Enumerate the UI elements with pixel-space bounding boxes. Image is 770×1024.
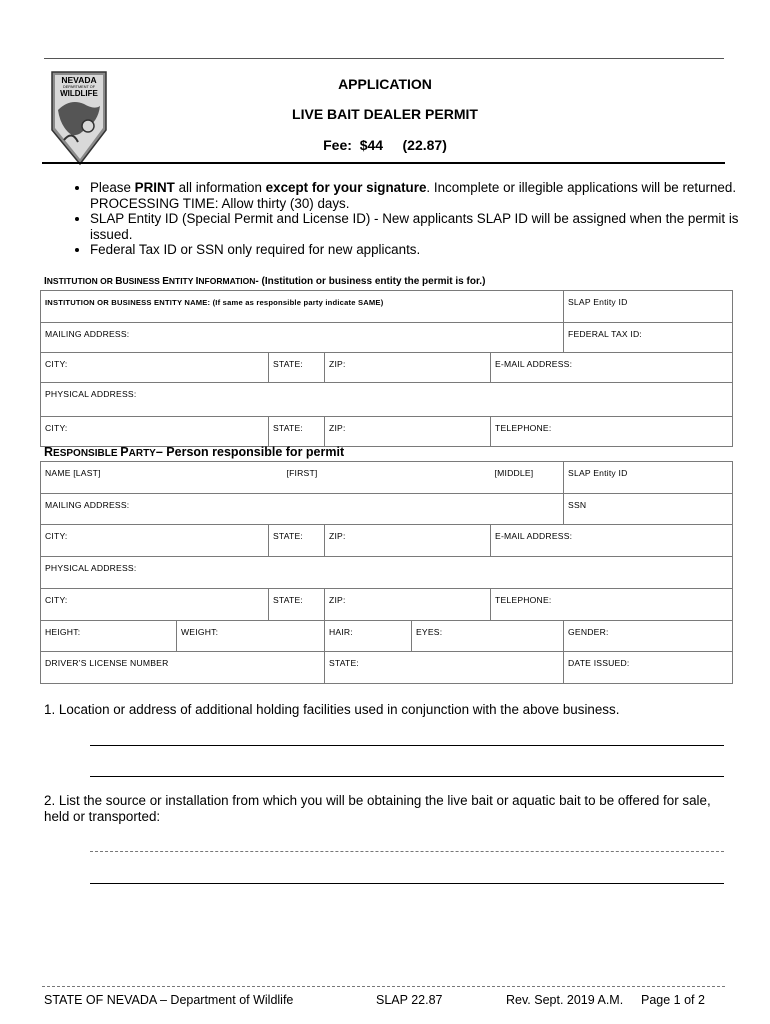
instruction-item: [90, 180, 762, 211]
state-label: STATE:: [329, 658, 360, 668]
responsible-city-field[interactable]: [41, 525, 269, 557]
header-rule: [42, 162, 725, 164]
gender-field[interactable]: [564, 621, 733, 652]
institution-physical-field[interactable]: [41, 383, 733, 417]
responsible-section-heading: [44, 445, 344, 459]
city-label: CITY:: [45, 423, 68, 433]
heading-letter: E: [162, 276, 169, 287]
heading-letter: B: [115, 276, 123, 287]
heading-note: – Person responsible for permit: [155, 445, 345, 459]
responsible-email-field[interactable]: [491, 525, 733, 557]
heading-smallcaps: NFORMATION: [198, 276, 256, 286]
heading-smallcaps: ARTY: [128, 448, 156, 459]
institution-state2-field[interactable]: [269, 417, 325, 447]
instruction-text: all information: [174, 180, 266, 195]
heading-letter: I: [44, 276, 47, 287]
logo-text-nevada: NEVADA: [61, 75, 97, 85]
eyes-field[interactable]: [412, 621, 564, 652]
slap-id-label: SLAP Entity ID: [568, 468, 628, 478]
business-name-field[interactable]: [41, 291, 564, 323]
footer-form-number: SLAP 22.87: [376, 993, 443, 1007]
mailing-address-label: MAILING ADDRESS:: [45, 329, 130, 339]
telephone-label: TELEPHONE:: [495, 423, 552, 433]
last-name-field[interactable]: [41, 462, 269, 494]
heading-smallcaps: NSTITUTION OR: [46, 276, 116, 286]
state-label: STATE:: [273, 359, 304, 369]
last-name-label: NAME [LAST]: [45, 468, 101, 478]
answer-line-2b[interactable]: [90, 883, 724, 884]
physical-address-label: PHYSICAL ADDRESS:: [45, 563, 137, 573]
license-state-field[interactable]: [325, 652, 564, 684]
answer-line-1b[interactable]: [90, 776, 724, 777]
drivers-license-label: DRIVER’S LICENSE NUMBER: [45, 658, 169, 668]
instruction-text: . Incomplete or illegible applications will be returned. PROCESSING TIME: Allow thirty (30) days.: [90, 180, 737, 211]
institution-zip-field[interactable]: [325, 353, 491, 383]
instruction-emphasis: PRINT: [134, 180, 175, 195]
federal-tax-id-label: FEDERAL TAX ID:: [568, 329, 642, 339]
logo-text-dept: DEPARTMENT OF: [62, 85, 96, 89]
institution-mailing-field[interactable]: [41, 323, 564, 353]
responsible-state2-field[interactable]: [269, 589, 325, 621]
zip-label: ZIP:: [329, 423, 346, 433]
responsible-telephone-field[interactable]: [491, 589, 733, 621]
weight-field[interactable]: [177, 621, 325, 652]
top-rule: [44, 58, 724, 59]
telephone-label: TELEPHONE:: [495, 595, 552, 605]
responsible-city2-field[interactable]: [41, 589, 269, 621]
footer-page-number: Page 1 of 2: [641, 993, 705, 1007]
responsible-zip2-field[interactable]: [325, 589, 491, 621]
slap-id-label: SLAP Entity ID: [568, 297, 628, 307]
institution-zip2-field[interactable]: [325, 417, 491, 447]
zip-label: ZIP:: [329, 595, 346, 605]
heading-smallcaps: NTITY: [168, 276, 196, 286]
first-name-field[interactable]: [269, 462, 491, 494]
weight-label: WEIGHT:: [181, 627, 219, 637]
answer-line-2a[interactable]: [90, 851, 724, 852]
zip-label: ZIP:: [329, 531, 346, 541]
state-label: STATE:: [273, 595, 304, 605]
instruction-item: • Federal Tax ID or SSN only required for new applicants.: [90, 242, 762, 258]
responsible-mailing-field[interactable]: [41, 494, 564, 525]
institution-section-heading: [44, 276, 485, 287]
heading-smallcaps: ESPONSIBLE: [53, 448, 121, 459]
height-label: HEIGHT:: [45, 627, 81, 637]
heading-note: - (Institution or business entity the permit is for.): [255, 276, 486, 287]
institution-email-field[interactable]: [491, 353, 733, 383]
federal-tax-id-field[interactable]: [564, 323, 733, 353]
institution-slap-field[interactable]: [564, 291, 733, 323]
city-label: CITY:: [45, 531, 68, 541]
instruction-emphasis: except for your signature: [265, 180, 427, 195]
ssn-label: SSN: [568, 500, 587, 510]
logo-text-wildlife: WILDLIFE: [60, 89, 98, 98]
form-title: APPLICATION: [338, 76, 432, 92]
hair-field[interactable]: [325, 621, 412, 652]
height-field[interactable]: [41, 621, 177, 652]
responsible-physical-field[interactable]: [41, 557, 733, 589]
city-label: CITY:: [45, 359, 68, 369]
institution-telephone-field[interactable]: [491, 417, 733, 447]
first-name-label: [FIRST]: [286, 468, 318, 478]
ssn-field[interactable]: [564, 494, 733, 525]
instruction-text: Please: [90, 180, 135, 195]
heading-letter: P: [120, 445, 129, 459]
city-label: CITY:: [45, 595, 68, 605]
institution-city-field[interactable]: [41, 353, 269, 383]
date-issued-field[interactable]: [564, 652, 733, 684]
responsible-state-field[interactable]: [269, 525, 325, 557]
question-1: 1. Location or address of additional holding facilities used in conjunction with the above business.: [44, 702, 620, 717]
email-label: E-MAIL ADDRESS:: [495, 359, 573, 369]
form-subtitle: LIVE BAIT DEALER PERMIT: [292, 106, 478, 122]
instruction-list: [44, 180, 762, 258]
state-label: STATE:: [273, 423, 304, 433]
footer-rule: [42, 986, 725, 987]
responsible-table: [40, 461, 733, 684]
footer-agency: STATE OF NEVADA – Department of Wildlife: [44, 993, 294, 1007]
zip-label: ZIP:: [329, 359, 346, 369]
footer-revision: Rev. Sept. 2019 A.M.: [506, 993, 624, 1007]
heading-letter: I: [195, 276, 199, 287]
gender-label: GENDER:: [568, 627, 609, 637]
email-label: E-MAIL ADDRESS:: [495, 531, 573, 541]
mailing-address-label: MAILING ADDRESS:: [45, 500, 130, 510]
institution-city2-field[interactable]: [41, 417, 269, 447]
heading-smallcaps: USINESS: [122, 276, 163, 286]
responsible-zip-field[interactable]: [325, 525, 491, 557]
heading-letter: R: [44, 445, 54, 459]
responsible-slap-field[interactable]: [564, 462, 733, 494]
question-2: 2. List the source or installation from which you will be obtaining the live bait or aquatic bait to be offered for sale, held or transported:: [44, 793, 711, 824]
fee-line: Fee: $44 (22.87): [323, 137, 447, 153]
date-issued-label: DATE ISSUED:: [568, 658, 630, 668]
ndow-logo: [50, 70, 108, 166]
instruction-item: • SLAP Entity ID (Special Permit and License ID) - New applicants SLAP ID will be assigned when the permit is issued.: [90, 211, 762, 242]
hair-label: HAIR:: [329, 627, 353, 637]
drivers-license-field[interactable]: [41, 652, 325, 684]
physical-address-label: PHYSICAL ADDRESS:: [45, 389, 137, 399]
state-label: STATE:: [273, 531, 304, 541]
middle-name-field[interactable]: [491, 462, 564, 494]
middle-name-label: [MIDDLE]: [494, 468, 534, 478]
eyes-label: EYES:: [416, 627, 443, 637]
answer-line-1a[interactable]: [90, 745, 724, 746]
institution-state-field[interactable]: [269, 353, 325, 383]
institution-table: [40, 290, 733, 447]
business-name-label: INSTITUTION OR BUSINESS ENTITY NAME: (If same as responsible party indicate SAME): [45, 298, 384, 307]
